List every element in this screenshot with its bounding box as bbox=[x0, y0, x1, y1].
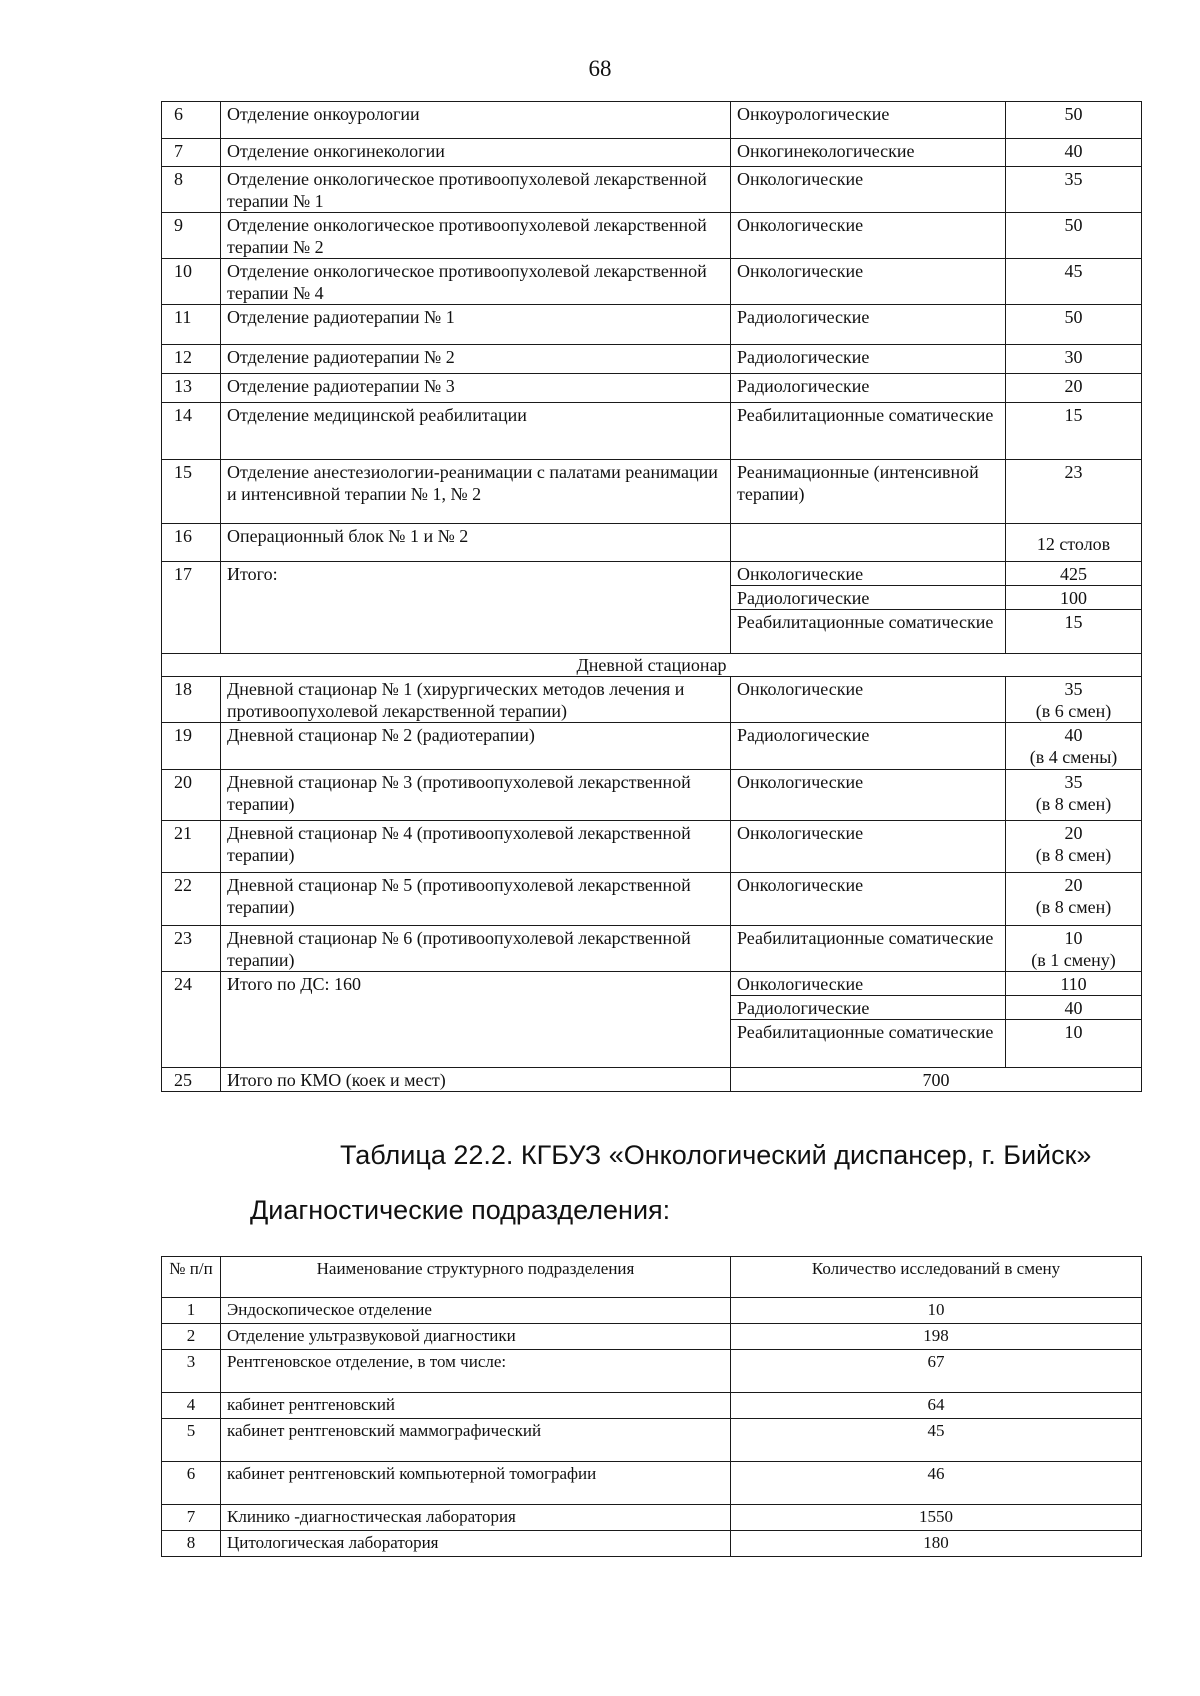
table-row bbox=[162, 374, 1142, 403]
row-number: 22 bbox=[162, 873, 221, 926]
row-number: 9 bbox=[162, 213, 221, 259]
place-count: 40 bbox=[1064, 725, 1083, 745]
table-row bbox=[162, 1393, 1142, 1419]
bed-profile: Онкологические bbox=[731, 259, 1006, 305]
place-count: 35 bbox=[1064, 772, 1083, 792]
row-number: 8 bbox=[162, 1531, 221, 1557]
row-number: 16 bbox=[162, 524, 221, 562]
bed-count bbox=[1006, 770, 1142, 821]
shift-count: (в 1 смену) bbox=[1031, 950, 1116, 970]
day-hospital-heading: Дневной стационар bbox=[162, 654, 1142, 677]
bed-profile: Реанимационные (интенсивной терапии) bbox=[731, 460, 1006, 524]
department-name: Дневной стационар № 6 (противоопухолевой лекарственной терапии) bbox=[221, 926, 731, 972]
row-number: 8 bbox=[162, 167, 221, 213]
table-row bbox=[162, 1505, 1142, 1531]
table-row bbox=[162, 1350, 1142, 1393]
section-row bbox=[162, 654, 1142, 677]
bed-count: 12 столов bbox=[1006, 524, 1142, 562]
total-label: Итого: bbox=[221, 562, 731, 654]
bed-profile: Радиологические bbox=[731, 374, 1006, 403]
row-number: 6 bbox=[162, 102, 221, 139]
table-row bbox=[162, 1531, 1142, 1557]
row-number: 12 bbox=[162, 345, 221, 374]
row-number: 6 bbox=[162, 1462, 221, 1505]
table-caption: Таблица 22.2. КГБУЗ «Онкологический диспансер, г. Бийск» bbox=[340, 1140, 1092, 1170]
study-count: 46 bbox=[731, 1462, 1142, 1505]
bed-count: 15 bbox=[1006, 610, 1142, 654]
bed-count: 15 bbox=[1006, 403, 1142, 460]
table-row bbox=[162, 723, 1142, 770]
row-number: 5 bbox=[162, 1419, 221, 1462]
shift-count: (в 4 смены) bbox=[1029, 747, 1118, 767]
department-name: Отделение онкологическое противоопухолевой лекарственной терапии № 1 bbox=[221, 167, 731, 213]
row-number: 13 bbox=[162, 374, 221, 403]
row-number: 10 bbox=[162, 259, 221, 305]
department-name: Отделение онкоурологии bbox=[221, 102, 731, 139]
bed-count: 100 bbox=[1006, 586, 1142, 610]
diagnostic-units-table bbox=[161, 1256, 1142, 1557]
column-header-qty: Количество исследований в смену bbox=[731, 1257, 1142, 1298]
bed-profile: Онкологические bbox=[731, 770, 1006, 821]
department-name: Дневной стационар № 4 (противоопухолевой лекарственной терапии) bbox=[221, 821, 731, 873]
shift-count: (в 8 смен) bbox=[1035, 845, 1112, 865]
department-name: Отделение онкогинекологии bbox=[221, 139, 731, 167]
bed-profile: Радиологические bbox=[731, 305, 1006, 345]
table-row bbox=[162, 167, 1142, 213]
table-row bbox=[162, 926, 1142, 972]
row-number: 20 bbox=[162, 770, 221, 821]
table-row bbox=[162, 524, 1142, 562]
unit-name: Рентгеновское отделение, в том числе: bbox=[221, 1350, 731, 1393]
department-name: Дневной стационар № 1 (хирургических методов лечения и противоопухолевой лекарственной терапии) bbox=[221, 677, 731, 723]
table-row bbox=[162, 213, 1142, 259]
bed-profile: Онкологические bbox=[731, 562, 1006, 586]
bed-count: 23 bbox=[1006, 460, 1142, 524]
bed-profile: Онкологические bbox=[731, 972, 1006, 996]
shift-count: (в 6 смен) bbox=[1035, 701, 1112, 721]
bed-count bbox=[1006, 926, 1142, 972]
row-number: 25 bbox=[162, 1068, 221, 1092]
place-count: 10 bbox=[1064, 928, 1083, 948]
column-header-name: Наименование структурного подразделения bbox=[221, 1257, 731, 1298]
unit-name: кабинет рентгеновский маммографический bbox=[221, 1419, 731, 1462]
bed-profile: Реабилитационные соматические bbox=[731, 926, 1006, 972]
bed-count: 45 bbox=[1006, 259, 1142, 305]
study-count: 67 bbox=[731, 1350, 1142, 1393]
row-number: 18 bbox=[162, 677, 221, 723]
study-count: 1550 bbox=[731, 1505, 1142, 1531]
page-number: 68 bbox=[588, 56, 612, 81]
shift-count: (в 8 смен) bbox=[1035, 897, 1112, 917]
row-number: 19 bbox=[162, 723, 221, 770]
bed-count: 425 bbox=[1006, 562, 1142, 586]
department-name: Отделение медицинской реабилитации bbox=[221, 403, 731, 460]
bed-profile: Реабилитационные соматические bbox=[731, 403, 1006, 460]
row-number: 15 bbox=[162, 460, 221, 524]
bed-count: 40 bbox=[1006, 139, 1142, 167]
row-number: 7 bbox=[162, 139, 221, 167]
table-row bbox=[162, 677, 1142, 723]
shift-count: (в 8 смен) bbox=[1035, 794, 1112, 814]
department-name: Отделение онкологическое противоопухолевой лекарственной терапии № 4 bbox=[221, 259, 731, 305]
table-row bbox=[162, 259, 1142, 305]
bed-profile: Реабилитационные соматические bbox=[731, 1020, 1006, 1068]
table-row bbox=[162, 873, 1142, 926]
row-number: 2 bbox=[162, 1324, 221, 1350]
unit-name: Эндоскопическое отделение bbox=[221, 1298, 731, 1324]
bed-count: 110 bbox=[1006, 972, 1142, 996]
study-count: 180 bbox=[731, 1531, 1142, 1557]
table-row bbox=[162, 770, 1142, 821]
department-name: Дневной стационар № 3 (противоопухолевой лекарственной терапии) bbox=[221, 770, 731, 821]
department-name: Отделение онкологическое противоопухолевой лекарственной терапии № 2 bbox=[221, 213, 731, 259]
bed-profile: Онкологические bbox=[731, 167, 1006, 213]
bed-profile: Онкологические bbox=[731, 213, 1006, 259]
unit-name: кабинет рентгеновский bbox=[221, 1393, 731, 1419]
row-number: 4 bbox=[162, 1393, 221, 1419]
grand-total-row bbox=[162, 1068, 1142, 1092]
department-name: Дневной стационар № 5 (противоопухолевой лекарственной терапии) bbox=[221, 873, 731, 926]
column-header-number: № п/п bbox=[162, 1257, 221, 1298]
bed-count: 50 bbox=[1006, 102, 1142, 139]
grand-total-count: 700 bbox=[731, 1068, 1142, 1092]
bed-profile bbox=[731, 524, 1006, 562]
study-count: 198 bbox=[731, 1324, 1142, 1350]
bed-profile: Онкологические bbox=[731, 873, 1006, 926]
header-row bbox=[162, 1257, 1142, 1298]
bed-profile: Реабилитационные соматические bbox=[731, 610, 1006, 654]
study-count: 64 bbox=[731, 1393, 1142, 1419]
bed-profile: Радиологические bbox=[731, 586, 1006, 610]
bed-count: 40 bbox=[1006, 996, 1142, 1020]
bed-count: 30 bbox=[1006, 345, 1142, 374]
bed-profile: Радиологические bbox=[731, 996, 1006, 1020]
row-number: 3 bbox=[162, 1350, 221, 1393]
inpatient-beds-table bbox=[161, 101, 1142, 1092]
total-row bbox=[162, 972, 1142, 996]
diagnostic-heading: Диагностические подразделения: bbox=[250, 1195, 671, 1225]
table-row bbox=[162, 345, 1142, 374]
row-number: 21 bbox=[162, 821, 221, 873]
row-number: 23 bbox=[162, 926, 221, 972]
table-row bbox=[162, 305, 1142, 345]
bed-count: 35 bbox=[1006, 167, 1142, 213]
study-count: 45 bbox=[731, 1419, 1142, 1462]
bed-profile: Онкогинекологические bbox=[731, 139, 1006, 167]
department-name: Операционный блок № 1 и № 2 bbox=[221, 524, 731, 562]
table-row bbox=[162, 139, 1142, 167]
table-row bbox=[162, 460, 1142, 524]
bed-count bbox=[1006, 677, 1142, 723]
total-label: Итого по ДС: 160 bbox=[221, 972, 731, 1068]
bed-count bbox=[1006, 821, 1142, 873]
row-number: 1 bbox=[162, 1298, 221, 1324]
table-row bbox=[162, 1324, 1142, 1350]
bed-count: 20 bbox=[1006, 374, 1142, 403]
unit-name: Клинико -диагностическая лаборатория bbox=[221, 1505, 731, 1531]
bed-count: 50 bbox=[1006, 305, 1142, 345]
row-number: 24 bbox=[162, 972, 221, 1068]
department-name: Дневной стационар № 2 (радиотерапии) bbox=[221, 723, 731, 770]
unit-name: Цитологическая лаборатория bbox=[221, 1531, 731, 1557]
table-row bbox=[162, 821, 1142, 873]
total-row bbox=[162, 562, 1142, 586]
unit-name: Отделение ультразвуковой диагностики bbox=[221, 1324, 731, 1350]
department-name: Отделение анестезиологии-реанимации с палатами реанимации и интенсивной терапии № 1, № 2 bbox=[221, 460, 731, 524]
department-name: Отделение радиотерапии № 3 bbox=[221, 374, 731, 403]
table-row bbox=[162, 403, 1142, 460]
row-number: 17 bbox=[162, 562, 221, 654]
place-count: 35 bbox=[1064, 679, 1083, 699]
bed-profile: Онкоурологические bbox=[731, 102, 1006, 139]
bed-count: 10 bbox=[1006, 1020, 1142, 1068]
row-number: 14 bbox=[162, 403, 221, 460]
bed-profile: Радиологические bbox=[731, 723, 1006, 770]
total-label: Итого по КМО (коек и мест) bbox=[221, 1068, 731, 1092]
bed-profile: Онкологические bbox=[731, 677, 1006, 723]
place-count: 20 bbox=[1064, 823, 1083, 843]
place-count: 20 bbox=[1064, 875, 1083, 895]
table-row bbox=[162, 1419, 1142, 1462]
row-number: 7 bbox=[162, 1505, 221, 1531]
table-row bbox=[162, 102, 1142, 139]
table-row bbox=[162, 1462, 1142, 1505]
bed-count bbox=[1006, 873, 1142, 926]
department-name: Отделение радиотерапии № 1 bbox=[221, 305, 731, 345]
bed-profile: Радиологические bbox=[731, 345, 1006, 374]
department-name: Отделение радиотерапии № 2 bbox=[221, 345, 731, 374]
bed-count bbox=[1006, 723, 1142, 770]
row-number: 11 bbox=[162, 305, 221, 345]
bed-count: 50 bbox=[1006, 213, 1142, 259]
unit-name: кабинет рентгеновский компьютерной томографии bbox=[221, 1462, 731, 1505]
study-count: 10 bbox=[731, 1298, 1142, 1324]
table-row bbox=[162, 1298, 1142, 1324]
bed-profile: Онкологические bbox=[731, 821, 1006, 873]
